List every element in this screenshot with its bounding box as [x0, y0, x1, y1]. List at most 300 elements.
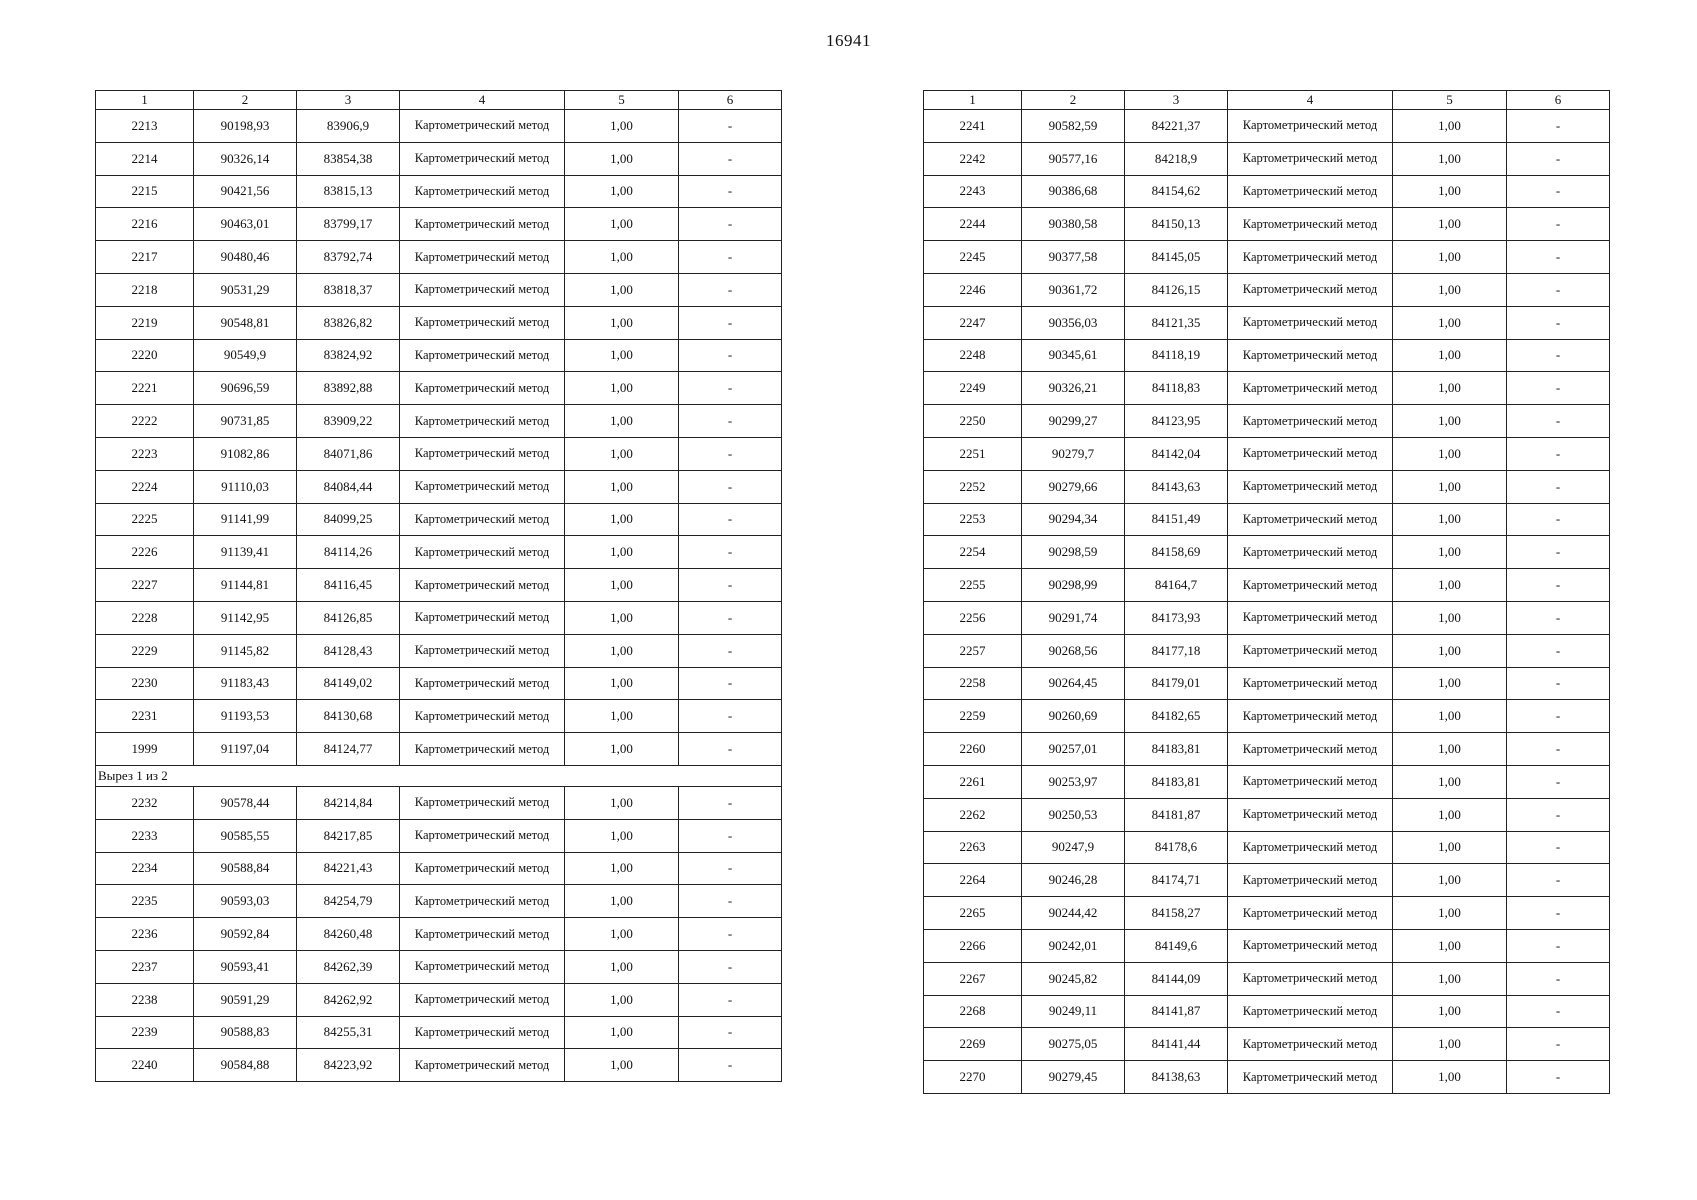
x-coordinate-cell: 91142,95 — [194, 601, 297, 634]
method-cell: Картометрический метод — [400, 306, 565, 339]
description-cell: - — [679, 786, 782, 819]
accuracy-cell: 1,00 — [565, 700, 679, 733]
x-coordinate-cell: 90244,42 — [1022, 897, 1125, 930]
description-cell: - — [1507, 503, 1610, 536]
x-coordinate-cell: 90588,83 — [194, 1016, 297, 1049]
method-cell: Картометрический метод — [1228, 995, 1393, 1028]
table-row — [96, 273, 782, 306]
method-cell: Картометрический метод — [400, 110, 565, 143]
y-coordinate-cell: 84164,7 — [1125, 569, 1228, 602]
table-row — [924, 110, 1610, 143]
method-cell: Картометрический метод — [400, 601, 565, 634]
x-coordinate-cell: 90279,45 — [1022, 1061, 1125, 1094]
method-cell: Картометрический метод — [400, 950, 565, 983]
accuracy-cell: 1,00 — [1393, 405, 1507, 438]
accuracy-cell: 1,00 — [1393, 437, 1507, 470]
x-coordinate-cell: 90345,61 — [1022, 339, 1125, 372]
method-cell: Картометрический метод — [400, 700, 565, 733]
point-number-cell: 2234 — [96, 852, 194, 885]
table-row — [96, 1049, 782, 1082]
accuracy-cell: 1,00 — [1393, 142, 1507, 175]
method-cell: Картометрический метод — [1228, 503, 1393, 536]
x-coordinate-cell: 90386,68 — [1022, 175, 1125, 208]
point-number-cell: 2223 — [96, 437, 194, 470]
description-cell: - — [679, 983, 782, 1016]
column-header: 4 — [1228, 91, 1393, 110]
y-coordinate-cell: 84218,9 — [1125, 142, 1228, 175]
column-header: 6 — [679, 91, 782, 110]
point-number-cell: 2268 — [924, 995, 1022, 1028]
accuracy-cell: 1,00 — [565, 536, 679, 569]
x-coordinate-cell: 90250,53 — [1022, 798, 1125, 831]
right-table-body — [924, 110, 1610, 1094]
y-coordinate-cell: 84262,92 — [297, 983, 400, 1016]
table-row — [924, 503, 1610, 536]
table-row — [924, 995, 1610, 1028]
table-row — [96, 241, 782, 274]
table-row — [924, 536, 1610, 569]
point-number-cell: 2242 — [924, 142, 1022, 175]
table-row — [924, 929, 1610, 962]
method-cell: Картометрический метод — [400, 1049, 565, 1082]
accuracy-cell: 1,00 — [565, 569, 679, 602]
x-coordinate-cell: 90593,03 — [194, 885, 297, 918]
table-row — [924, 897, 1610, 930]
method-cell: Картометрический метод — [400, 273, 565, 306]
method-cell: Картометрический метод — [400, 1016, 565, 1049]
table-row — [96, 700, 782, 733]
description-cell: - — [1507, 142, 1610, 175]
table-row — [96, 142, 782, 175]
y-coordinate-cell: 84183,81 — [1125, 733, 1228, 766]
point-number-cell: 2232 — [96, 786, 194, 819]
y-coordinate-cell: 84173,93 — [1125, 601, 1228, 634]
accuracy-cell: 1,00 — [1393, 700, 1507, 733]
description-cell: - — [679, 372, 782, 405]
point-number-cell: 2263 — [924, 831, 1022, 864]
column-header: 6 — [1507, 91, 1610, 110]
description-cell: - — [679, 667, 782, 700]
description-cell: - — [679, 1016, 782, 1049]
description-cell: - — [679, 700, 782, 733]
table-row — [96, 852, 782, 885]
description-cell: - — [1507, 208, 1610, 241]
point-number-cell: 2237 — [96, 950, 194, 983]
x-coordinate-cell: 91141,99 — [194, 503, 297, 536]
method-cell: Картометрический метод — [1228, 306, 1393, 339]
x-coordinate-cell: 90361,72 — [1022, 273, 1125, 306]
x-coordinate-cell: 90326,14 — [194, 142, 297, 175]
point-number-cell: 2259 — [924, 700, 1022, 733]
description-cell: - — [1507, 962, 1610, 995]
accuracy-cell: 1,00 — [1393, 601, 1507, 634]
accuracy-cell: 1,00 — [1393, 995, 1507, 1028]
description-cell: - — [679, 503, 782, 536]
table-row — [924, 634, 1610, 667]
description-cell: - — [679, 142, 782, 175]
y-coordinate-cell: 84151,49 — [1125, 503, 1228, 536]
y-coordinate-cell: 84221,43 — [297, 852, 400, 885]
point-number-cell: 2231 — [96, 700, 194, 733]
y-coordinate-cell: 84260,48 — [297, 918, 400, 951]
coordinates-table-left — [95, 90, 782, 1082]
description-cell: - — [679, 601, 782, 634]
description-cell: - — [1507, 437, 1610, 470]
description-cell: - — [1507, 470, 1610, 503]
description-cell: - — [1507, 995, 1610, 1028]
accuracy-cell: 1,00 — [565, 175, 679, 208]
description-cell: - — [1507, 273, 1610, 306]
x-coordinate-cell: 90279,66 — [1022, 470, 1125, 503]
description-cell: - — [679, 208, 782, 241]
accuracy-cell: 1,00 — [565, 918, 679, 951]
point-number-cell: 2224 — [96, 470, 194, 503]
x-coordinate-cell: 90268,56 — [1022, 634, 1125, 667]
method-cell: Картометрический метод — [1228, 700, 1393, 733]
table-row — [924, 208, 1610, 241]
point-number-cell: 2222 — [96, 405, 194, 438]
table-row — [924, 700, 1610, 733]
point-number-cell: 2226 — [96, 536, 194, 569]
y-coordinate-cell: 84183,81 — [1125, 765, 1228, 798]
table-row — [924, 437, 1610, 470]
y-coordinate-cell: 83909,22 — [297, 405, 400, 438]
point-number-cell: 2255 — [924, 569, 1022, 602]
y-coordinate-cell: 84154,62 — [1125, 175, 1228, 208]
table-row — [96, 110, 782, 143]
column-header: 2 — [1022, 91, 1125, 110]
description-cell: - — [1507, 765, 1610, 798]
x-coordinate-cell: 90198,93 — [194, 110, 297, 143]
column-header: 5 — [565, 91, 679, 110]
description-cell: - — [1507, 1061, 1610, 1094]
table-row — [924, 831, 1610, 864]
y-coordinate-cell: 84149,02 — [297, 667, 400, 700]
accuracy-cell: 1,00 — [565, 142, 679, 175]
y-coordinate-cell: 84126,15 — [1125, 273, 1228, 306]
y-coordinate-cell: 84221,37 — [1125, 110, 1228, 143]
table-row — [96, 950, 782, 983]
accuracy-cell: 1,00 — [565, 273, 679, 306]
point-number-cell: 2228 — [96, 601, 194, 634]
accuracy-cell: 1,00 — [1393, 306, 1507, 339]
table-row — [924, 1061, 1610, 1094]
description-cell: - — [1507, 241, 1610, 274]
point-number-cell: 2267 — [924, 962, 1022, 995]
description-cell: - — [679, 339, 782, 372]
y-coordinate-cell: 83906,9 — [297, 110, 400, 143]
y-coordinate-cell: 83824,92 — [297, 339, 400, 372]
table-row — [924, 273, 1610, 306]
method-cell: Картометрический метод — [400, 536, 565, 569]
table-row — [96, 372, 782, 405]
x-coordinate-cell: 90257,01 — [1022, 733, 1125, 766]
method-cell: Картометрический метод — [1228, 208, 1393, 241]
method-cell: Картометрический метод — [400, 175, 565, 208]
y-coordinate-cell: 84138,63 — [1125, 1061, 1228, 1094]
y-coordinate-cell: 84217,85 — [297, 819, 400, 852]
table-header-row — [96, 91, 782, 110]
point-number-cell: 2266 — [924, 929, 1022, 962]
x-coordinate-cell: 90298,99 — [1022, 569, 1125, 602]
table-row — [96, 470, 782, 503]
x-coordinate-cell: 91197,04 — [194, 733, 297, 766]
accuracy-cell: 1,00 — [1393, 929, 1507, 962]
method-cell: Картометрический метод — [1228, 241, 1393, 274]
x-coordinate-cell: 91193,53 — [194, 700, 297, 733]
method-cell: Картометрический метод — [1228, 962, 1393, 995]
accuracy-cell: 1,00 — [1393, 372, 1507, 405]
description-cell: - — [1507, 831, 1610, 864]
x-coordinate-cell: 90253,97 — [1022, 765, 1125, 798]
x-coordinate-cell: 90578,44 — [194, 786, 297, 819]
point-number-cell: 2257 — [924, 634, 1022, 667]
column-header: 3 — [297, 91, 400, 110]
method-cell: Картометрический метод — [1228, 765, 1393, 798]
description-cell: - — [1507, 634, 1610, 667]
accuracy-cell: 1,00 — [565, 885, 679, 918]
y-coordinate-cell: 84141,44 — [1125, 1028, 1228, 1061]
accuracy-cell: 1,00 — [565, 405, 679, 438]
y-coordinate-cell: 84124,77 — [297, 733, 400, 766]
accuracy-cell: 1,00 — [1393, 339, 1507, 372]
table-row — [96, 634, 782, 667]
table-row — [96, 786, 782, 819]
method-cell: Картометрический метод — [1228, 175, 1393, 208]
y-coordinate-cell: 84118,83 — [1125, 372, 1228, 405]
method-cell: Картометрический метод — [1228, 897, 1393, 930]
point-number-cell: 2214 — [96, 142, 194, 175]
accuracy-cell: 1,00 — [1393, 765, 1507, 798]
point-number-cell: 2239 — [96, 1016, 194, 1049]
table-row — [924, 339, 1610, 372]
method-cell: Картометрический метод — [1228, 1061, 1393, 1094]
point-number-cell: 2253 — [924, 503, 1022, 536]
table-row — [96, 819, 782, 852]
description-cell: - — [679, 273, 782, 306]
x-coordinate-cell: 90593,41 — [194, 950, 297, 983]
x-coordinate-cell: 90592,84 — [194, 918, 297, 951]
method-cell: Картометрический метод — [1228, 372, 1393, 405]
description-cell: - — [679, 470, 782, 503]
description-cell: - — [1507, 175, 1610, 208]
x-coordinate-cell: 90577,16 — [1022, 142, 1125, 175]
description-cell: - — [679, 175, 782, 208]
table-row — [924, 405, 1610, 438]
point-number-cell: 2246 — [924, 273, 1022, 306]
description-cell: - — [679, 241, 782, 274]
point-number-cell: 2264 — [924, 864, 1022, 897]
table-row — [924, 667, 1610, 700]
table-row — [924, 1028, 1610, 1061]
point-number-cell: 2241 — [924, 110, 1022, 143]
method-cell: Картометрический метод — [1228, 831, 1393, 864]
point-number-cell: 2247 — [924, 306, 1022, 339]
y-coordinate-cell: 84141,87 — [1125, 995, 1228, 1028]
y-coordinate-cell: 84255,31 — [297, 1016, 400, 1049]
y-coordinate-cell: 83854,38 — [297, 142, 400, 175]
description-cell: - — [679, 536, 782, 569]
accuracy-cell: 1,00 — [1393, 110, 1507, 143]
accuracy-cell: 1,00 — [565, 786, 679, 819]
accuracy-cell: 1,00 — [565, 339, 679, 372]
point-number-cell: 2216 — [96, 208, 194, 241]
accuracy-cell: 1,00 — [1393, 273, 1507, 306]
point-number-cell: 2244 — [924, 208, 1022, 241]
y-coordinate-cell: 84254,79 — [297, 885, 400, 918]
point-number-cell: 2220 — [96, 339, 194, 372]
accuracy-cell: 1,00 — [1393, 831, 1507, 864]
method-cell: Картометрический метод — [1228, 536, 1393, 569]
x-coordinate-cell: 90380,58 — [1022, 208, 1125, 241]
description-cell: - — [679, 852, 782, 885]
accuracy-cell: 1,00 — [565, 983, 679, 1016]
accuracy-cell: 1,00 — [565, 372, 679, 405]
description-cell: - — [1507, 798, 1610, 831]
x-coordinate-cell: 90298,59 — [1022, 536, 1125, 569]
point-number-cell: 2243 — [924, 175, 1022, 208]
accuracy-cell: 1,00 — [1393, 536, 1507, 569]
description-cell: - — [679, 885, 782, 918]
description-cell: - — [679, 306, 782, 339]
point-number-cell: 2256 — [924, 601, 1022, 634]
y-coordinate-cell: 84118,19 — [1125, 339, 1228, 372]
y-coordinate-cell: 84142,04 — [1125, 437, 1228, 470]
table-row — [96, 1016, 782, 1049]
method-cell: Картометрический метод — [1228, 1028, 1393, 1061]
y-coordinate-cell: 83826,82 — [297, 306, 400, 339]
method-cell: Картометрический метод — [400, 405, 565, 438]
point-number-cell: 2229 — [96, 634, 194, 667]
y-coordinate-cell: 84181,87 — [1125, 798, 1228, 831]
y-coordinate-cell: 84099,25 — [297, 503, 400, 536]
x-coordinate-cell: 90591,29 — [194, 983, 297, 1016]
method-cell: Картометрический метод — [400, 786, 565, 819]
point-number-cell: 2235 — [96, 885, 194, 918]
method-cell: Картометрический метод — [1228, 798, 1393, 831]
accuracy-cell: 1,00 — [565, 1049, 679, 1082]
accuracy-cell: 1,00 — [565, 241, 679, 274]
description-cell: - — [679, 437, 782, 470]
y-coordinate-cell: 84214,84 — [297, 786, 400, 819]
method-cell: Картометрический метод — [1228, 667, 1393, 700]
x-coordinate-cell: 90275,05 — [1022, 1028, 1125, 1061]
y-coordinate-cell: 83815,13 — [297, 175, 400, 208]
y-coordinate-cell: 84114,26 — [297, 536, 400, 569]
table-row — [924, 798, 1610, 831]
description-cell: - — [1507, 601, 1610, 634]
left-table-body-b — [96, 786, 782, 1081]
accuracy-cell: 1,00 — [565, 470, 679, 503]
method-cell: Картометрический метод — [1228, 405, 1393, 438]
description-cell: - — [1507, 864, 1610, 897]
column-header: 1 — [924, 91, 1022, 110]
point-number-cell: 2219 — [96, 306, 194, 339]
left-table-section — [96, 765, 782, 786]
description-cell: - — [679, 110, 782, 143]
accuracy-cell: 1,00 — [565, 110, 679, 143]
description-cell: - — [1507, 700, 1610, 733]
accuracy-cell: 1,00 — [565, 208, 679, 241]
x-coordinate-cell: 90548,81 — [194, 306, 297, 339]
point-number-cell: 2261 — [924, 765, 1022, 798]
y-coordinate-cell: 84121,35 — [1125, 306, 1228, 339]
point-number-cell: 2230 — [96, 667, 194, 700]
y-coordinate-cell: 84149,6 — [1125, 929, 1228, 962]
y-coordinate-cell: 84179,01 — [1125, 667, 1228, 700]
x-coordinate-cell: 91183,43 — [194, 667, 297, 700]
description-cell: - — [679, 569, 782, 602]
accuracy-cell: 1,00 — [1393, 897, 1507, 930]
accuracy-cell: 1,00 — [1393, 798, 1507, 831]
y-coordinate-cell: 83799,17 — [297, 208, 400, 241]
description-cell: - — [1507, 306, 1610, 339]
description-cell: - — [1507, 536, 1610, 569]
y-coordinate-cell: 84158,69 — [1125, 536, 1228, 569]
point-number-cell: 2227 — [96, 569, 194, 602]
x-coordinate-cell: 90264,45 — [1022, 667, 1125, 700]
method-cell: Картометрический метод — [1228, 929, 1393, 962]
y-coordinate-cell: 84150,13 — [1125, 208, 1228, 241]
point-number-cell: 2238 — [96, 983, 194, 1016]
point-number-cell: 2225 — [96, 503, 194, 536]
point-number-cell: 2269 — [924, 1028, 1022, 1061]
description-cell: - — [1507, 667, 1610, 700]
point-number-cell: 2245 — [924, 241, 1022, 274]
description-cell: - — [679, 405, 782, 438]
y-coordinate-cell: 84262,39 — [297, 950, 400, 983]
y-coordinate-cell: 84084,44 — [297, 470, 400, 503]
table-row — [96, 667, 782, 700]
y-coordinate-cell: 84174,71 — [1125, 864, 1228, 897]
table-row — [924, 372, 1610, 405]
x-coordinate-cell: 90480,46 — [194, 241, 297, 274]
x-coordinate-cell: 90246,28 — [1022, 864, 1125, 897]
table-row — [96, 175, 782, 208]
table-row — [924, 601, 1610, 634]
accuracy-cell: 1,00 — [565, 733, 679, 766]
accuracy-cell: 1,00 — [1393, 634, 1507, 667]
method-cell: Картометрический метод — [1228, 110, 1393, 143]
accuracy-cell: 1,00 — [1393, 503, 1507, 536]
accuracy-cell: 1,00 — [565, 634, 679, 667]
x-coordinate-cell: 91110,03 — [194, 470, 297, 503]
x-coordinate-cell: 90584,88 — [194, 1049, 297, 1082]
method-cell: Картометрический метод — [400, 634, 565, 667]
y-coordinate-cell: 84178,6 — [1125, 831, 1228, 864]
accuracy-cell: 1,00 — [1393, 864, 1507, 897]
table-row — [96, 733, 782, 766]
x-coordinate-cell: 90463,01 — [194, 208, 297, 241]
point-number-cell: 2258 — [924, 667, 1022, 700]
point-number-cell: 2265 — [924, 897, 1022, 930]
x-coordinate-cell: 90291,74 — [1022, 601, 1125, 634]
accuracy-cell: 1,00 — [1393, 241, 1507, 274]
point-number-cell: 2221 — [96, 372, 194, 405]
y-coordinate-cell: 83892,88 — [297, 372, 400, 405]
table-row — [924, 241, 1610, 274]
y-coordinate-cell: 84223,92 — [297, 1049, 400, 1082]
x-coordinate-cell: 90242,01 — [1022, 929, 1125, 962]
x-coordinate-cell: 90421,56 — [194, 175, 297, 208]
description-cell: - — [1507, 339, 1610, 372]
y-coordinate-cell: 84144,09 — [1125, 962, 1228, 995]
accuracy-cell: 1,00 — [565, 437, 679, 470]
method-cell: Картометрический метод — [1228, 569, 1393, 602]
method-cell: Картометрический метод — [1228, 339, 1393, 372]
table-row — [924, 569, 1610, 602]
point-number-cell: 2260 — [924, 733, 1022, 766]
